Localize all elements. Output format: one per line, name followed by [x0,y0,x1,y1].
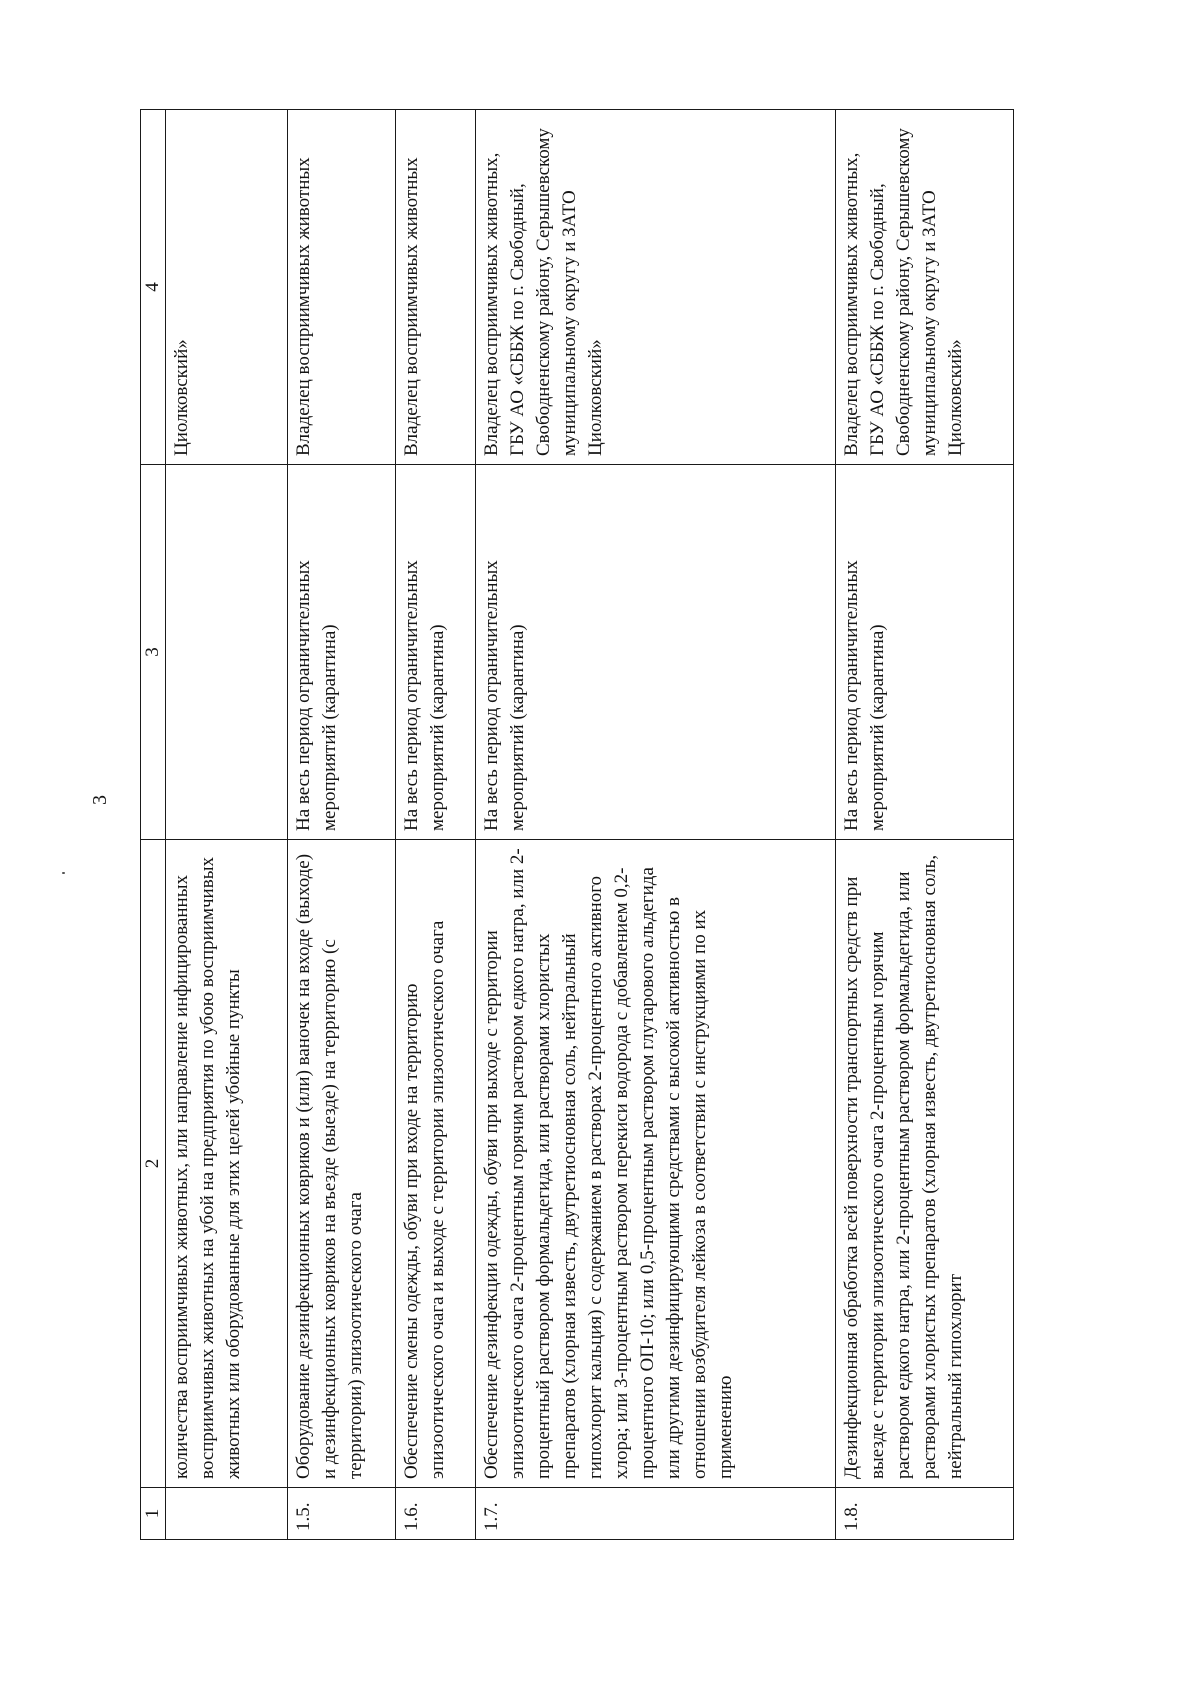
scan-speck [62,872,65,874]
period-cell: На весь период ограничительных мероприятий (карантина) [836,465,1014,840]
responsible-cell: Владелец восприимчивых животных [396,110,476,465]
header-col-1: 1 [141,1488,166,1540]
table-row [166,110,288,1540]
row-number: 1.7. [476,1488,836,1540]
rotated-table-container [140,110,1020,1540]
table-row [288,110,396,1540]
period-cell: На весь период ограничительных мероприятий (карантина) [396,465,476,840]
table-row [396,110,476,1540]
table-header-row [141,110,166,1540]
header-col-2: 2 [141,840,166,1488]
responsible-cell: Циолковский» [166,110,288,465]
page-number: 3 [89,795,111,805]
header-col-3: 3 [141,465,166,840]
row-number: 1.8. [836,1488,1014,1540]
responsible-cell: Владелец восприимчивых животных [288,110,396,465]
measure-cell: количества восприимчивых животных, или направление инфицированных восприимчивых животных на убой на предприятия по убою восприимчивых животных или оборудованные для этих целей убойные пункты [166,840,288,1488]
measure-cell: Обеспечение смены одежды, обуви при входе на территорию эпизоотического очага и выходе с территории эпизоотического очага [396,840,476,1488]
header-col-4: 4 [141,110,166,465]
responsible-cell: Владелец восприимчивых животных, ГБУ АО «СББЖ по г. Свободный, Свободненскому району, Серышевскому муниципальному округу и ЗАТО Циолковский» [476,110,836,465]
measure-cell: Обеспечение дезинфекции одежды, обуви при выходе с территории эпизоотического очага 2-процентным горячим раствором едкого натра, или 2-процентный раствором формальдегида, или растворами хлористых препаратов (хлорная известь, двутретиосновная соль, нейтральный гипохлорит кальция) с содержанием в растворах 2-процентного активного хлора; или 3-процентным раствором перекиси водорода с добавлением 0,2-процентного ОП-10; или 0,5-процентным раствором глутарового альдегида или другими дезинфицирующими средствами с высокой активностью в отношении возбудителя лейкоза в соответствии с инструкциями по их применению [476,840,836,1488]
measure-cell: Дезинфекционная обработка всей поверхности транспортных средств при выезде с территории эпизоотического очага 2-процентным горячим раствором едкого натра, или 2-процентным раствором формальдегида, или растворами хлористых препаратов (хлорная известь, двутретиосновная соль, нейтральный гипохлорит [836,840,1014,1488]
period-cell: На весь период ограничительных мероприятий (карантина) [288,465,396,840]
measure-cell: Оборудование дезинфекционных ковриков и (или) ваночек на входе (выходе) и дезинфекционных ковриков на въезде (выезде) на территорию (с территории) эпизоотического очага [288,840,396,1488]
row-number [166,1488,288,1540]
period-cell: На весь период ограничительных мероприятий (карантина) [476,465,836,840]
row-number: 1.5. [288,1488,396,1540]
table-row [836,110,1014,1540]
table-row [476,110,836,1540]
responsible-cell: Владелец восприимчивых животных, ГБУ АО «СББЖ по г. Свободный, Свободненскому району, Серышевскому муниципальному округу и ЗАТО Циолковский» [836,110,1014,465]
measures-table [140,109,1014,1540]
period-cell [166,465,288,840]
row-number: 1.6. [396,1488,476,1540]
